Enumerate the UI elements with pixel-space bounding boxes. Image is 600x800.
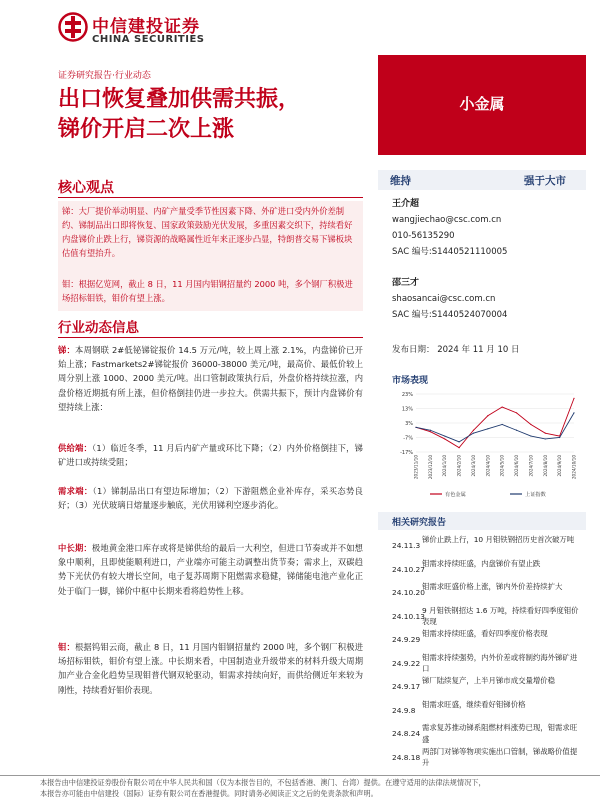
- chart-xtick-label: 2024/6/10: [514, 455, 520, 477]
- sector-banner: [378, 55, 586, 155]
- para-text: （1）锑制品出口有望边际增加；（2）下游阻燃企业补库存，采买态势良好；（3）光伏玻璃日熔量逐步触底，光伏用锑利空逐步消化。: [58, 486, 363, 511]
- core-view-heading: 核心观点: [58, 180, 114, 196]
- related-item-date: 24.9.17: [392, 682, 421, 691]
- chart-point: [545, 438, 546, 439]
- chart-point: [430, 431, 431, 432]
- chart-point: [458, 441, 459, 442]
- logo-text-cn: 中信建投证券: [92, 17, 200, 37]
- chart-point: [444, 435, 445, 436]
- chart-point: [502, 424, 503, 425]
- rating-value: 强于大市: [524, 175, 566, 187]
- chart-point: [516, 430, 517, 431]
- industry-para-longterm: [58, 541, 363, 598]
- chart-ytick-label: 23%: [401, 392, 413, 398]
- industry-heading: 行业动态信息: [58, 320, 139, 336]
- chart-point: [516, 412, 517, 413]
- para-text: 根据钨钼云商，截止 8 日，11 月国内钼钢招量约 2000 吨，多个钢厂积极进场招标钼铁，钼价有望上涨。中长期来看，中国制造业升级带来的材料升级大周期加产业合金化趋势呈现钼普代钢双轮驱动，钼需求持续向好，而供给侧近年来较为刚性，持续看好钼价表现。: [58, 642, 363, 695]
- chart-legend-label: 有色金属: [445, 492, 466, 498]
- chart-point: [545, 433, 546, 434]
- analyst-name: 邵三才: [392, 278, 420, 288]
- sector-label: 小金属: [459, 95, 505, 113]
- chart-point: [487, 415, 488, 416]
- analyst-email[interactable]: wangjiechao@csc.com.cn: [392, 215, 502, 225]
- chart-xtick-label: 2024/8/10: [542, 455, 548, 477]
- para-label: 供给端：: [58, 443, 93, 453]
- para-label: 中长期：: [58, 543, 92, 553]
- analyst-card: [392, 196, 507, 260]
- related-heading: 相关研究报告: [392, 518, 447, 528]
- disclaimer: [40, 778, 486, 799]
- report-title-line2: 锑价开启二次上涨: [58, 117, 235, 142]
- market-heading: 市场表现: [392, 376, 429, 386]
- chart-xtick-label: 2024/10/10: [571, 455, 577, 480]
- chart-point: [444, 438, 445, 439]
- industry-para-demand: [58, 484, 363, 512]
- chart-point: [573, 412, 574, 413]
- related-item-date: 24.10.27: [392, 564, 425, 574]
- related-item-title[interactable]: 锑价止跌上行，10 月钼铁钢招历史首次破万吨: [422, 535, 575, 544]
- disclaimer-line2: 本报告亦可能由中信建投（国际）证券有限公司在香港提供。同时请务必阅读正文之后的免责条款和声明。: [40, 788, 378, 798]
- core-view-molybdenum: 钼：根据亿览网，截止 8 日，11 月国内钼钢招量约 2000 吨，多个钢厂积极进场招标钼铁，钼价有望上涨。: [62, 279, 353, 303]
- chart-legend-label: 上证指数: [525, 492, 546, 498]
- chart-xtick-label: 2023/11/10: [413, 455, 419, 480]
- chart-xtick-label: 2024/9/10: [557, 455, 563, 477]
- para-label: 钼：: [58, 642, 75, 652]
- report-title: [58, 85, 300, 145]
- industry-para-antimony: [58, 343, 363, 414]
- para-text: （1）临近冬季，11 月后内矿产量或环比下降；（2）内外价格倒挂下，锑矿进口或持续受阻；: [58, 443, 363, 468]
- related-item-title[interactable]: 钼需求旺盛，继续看好钼锑价格: [422, 699, 526, 709]
- chart-point: [473, 430, 474, 431]
- para-label: 锑：: [58, 345, 76, 355]
- industry-para-supply: [58, 441, 363, 469]
- para-text: 极地黄金港口库存或将是锑供给的最后一大利空，但进口节奏或并不如想象中顺利，且即使能顺利进口，产业端亦可能主动调整出货节奏；需求上，双碳趋势下光伏仍有较大增长空间，电子复苏周期下阻燃需求稳健，锑储能电池产业化正处于临门一脚，锑价中枢中长期来看将趋势性上移。: [58, 543, 363, 596]
- chart-xtick-label: 2024/1/10: [442, 455, 448, 477]
- rating-bar: [378, 170, 586, 190]
- related-heading-bar: [378, 512, 586, 530]
- breadcrumb: 证券研究报告·行业动态: [58, 71, 151, 81]
- chart-xtick-label: 2023/12/10: [427, 455, 433, 480]
- related-item-title[interactable]: 钼需求持续旺盛，看好四季度价格表现: [422, 629, 548, 638]
- core-divider: [58, 197, 363, 198]
- analyst-sac: SAC 编号:S1440521110005: [392, 247, 508, 257]
- related-item-date: 24.8.24: [392, 729, 421, 738]
- publish-date: 发布日期： 2024 年 11 月 10 日: [392, 345, 520, 355]
- analyst-phone: 010-56135290: [392, 231, 455, 241]
- related-item-title[interactable]: 钼需求持续强势，内外价差或将制约海外锑矿进口: [422, 652, 578, 673]
- rating-label: 维持: [390, 175, 411, 187]
- core-view-antimony: 锑：大厂提价举动明显、内矿产量受季节性因素下降、外矿进口受内外价差制约、锑制品出口即将恢复、国家政策鼓励光伏发展，多重因素交织下，持续看好内盘锑价止跌上行，锑资源的战略属性近年来正逐步凸显，特朗普交易下锑板块估值有望抬升。: [62, 206, 353, 258]
- chart-point: [473, 433, 474, 434]
- chart-point: [573, 398, 574, 399]
- analyst-sac: SAC 编号:S1440524070004: [392, 310, 508, 320]
- chart-point: [487, 428, 488, 429]
- analyst-name: 王介超: [392, 199, 420, 209]
- chart-xtick-label: 2024/7/10: [528, 455, 534, 477]
- chart-point: [530, 435, 531, 436]
- chart-xtick-label: 2024/2/10: [456, 455, 462, 477]
- chart-ytick-label: 3%: [405, 421, 413, 427]
- chart-xtick-label: 2024/3/10: [470, 455, 476, 477]
- chart-xtick-label: 2024/4/10: [485, 455, 491, 477]
- disclaimer-line1: 本报告由中信建投证券股份有限公司在中华人民共和国（仅为本报告目的，不包括香港、澳门、台湾）提供。在遵守适用的法律法规情况下，: [40, 778, 486, 787]
- para-text: 本周钢联 2#低铋锑锭报价 14.5 万元/吨，较上周上涨 2.1%，内盘锑价已开始上涨；Fastmarkets2#锑锭报价 36000-38000 美元/吨，最高价、最低价较上周分别上涨 1000、2000 美元/吨。出口管制政策执行后，外盘价格持续拉涨，内盘价格近期抵有所上涨，但价格倒挂仍进一步拉大。供需共振下，预计内盘锑价有望持续上涨：: [58, 345, 363, 412]
- logo-text-en: CHINA SECURITIES: [92, 34, 205, 45]
- related-item-title[interactable]: 需求复苏推动锑系阻燃材料涨势已现，钼需求旺盛: [422, 723, 578, 744]
- para-label: 需求端：: [58, 486, 93, 496]
- related-item-date: 24.11.3: [392, 541, 421, 550]
- chart-ytick-label: -7%: [403, 435, 413, 442]
- industry-para-molybdenum: [58, 640, 363, 697]
- company-logo: [58, 10, 228, 54]
- related-item-title[interactable]: 9 月钼铁钢招达 1.6 万吨，持续看好四季度钼价表现: [422, 605, 579, 626]
- chart-ytick-label: 13%: [401, 406, 413, 413]
- related-item-title[interactable]: 钼需求旺盛价格上涨，锑内外价差持续扩大: [422, 582, 563, 591]
- industry-divider: [58, 337, 363, 338]
- related-item-title[interactable]: 锑厂陆续复产，上半月锑市成交量增价稳: [422, 676, 556, 685]
- chart-ytick-label: -17%: [400, 450, 413, 456]
- related-item-date: 24.8.18: [392, 752, 421, 762]
- analyst-card: [392, 275, 507, 323]
- related-item-date: 24.9.8: [392, 705, 416, 715]
- related-item-title[interactable]: 两部门对锑等物项实施出口管制，锑战略价值提升: [422, 746, 578, 767]
- related-item-title[interactable]: 钼需求持续旺盛，内盘锑价有望止跌: [422, 558, 541, 568]
- logo-mark-icon: [58, 12, 88, 42]
- chart-point: [502, 406, 503, 407]
- footer-divider: [0, 775, 600, 776]
- chart-point: [458, 447, 459, 448]
- related-item-date: 24.10.20: [392, 588, 425, 597]
- report-title-line1: 出口恢复叠加供需共振，: [58, 87, 301, 112]
- related-item-date: 24.9.29: [392, 635, 421, 644]
- chart-point: [430, 430, 431, 431]
- analyst-email[interactable]: shaosancai@csc.com.cn: [392, 294, 496, 304]
- chart-point: [530, 424, 531, 425]
- market-chart: [392, 388, 582, 503]
- chart-xtick-label: 2024/5/10: [499, 455, 505, 477]
- chart-point: [559, 437, 560, 438]
- chart-point: [415, 427, 416, 428]
- related-item-date: 24.9.22: [392, 658, 421, 668]
- related-item-date: 24.10.13: [392, 611, 425, 621]
